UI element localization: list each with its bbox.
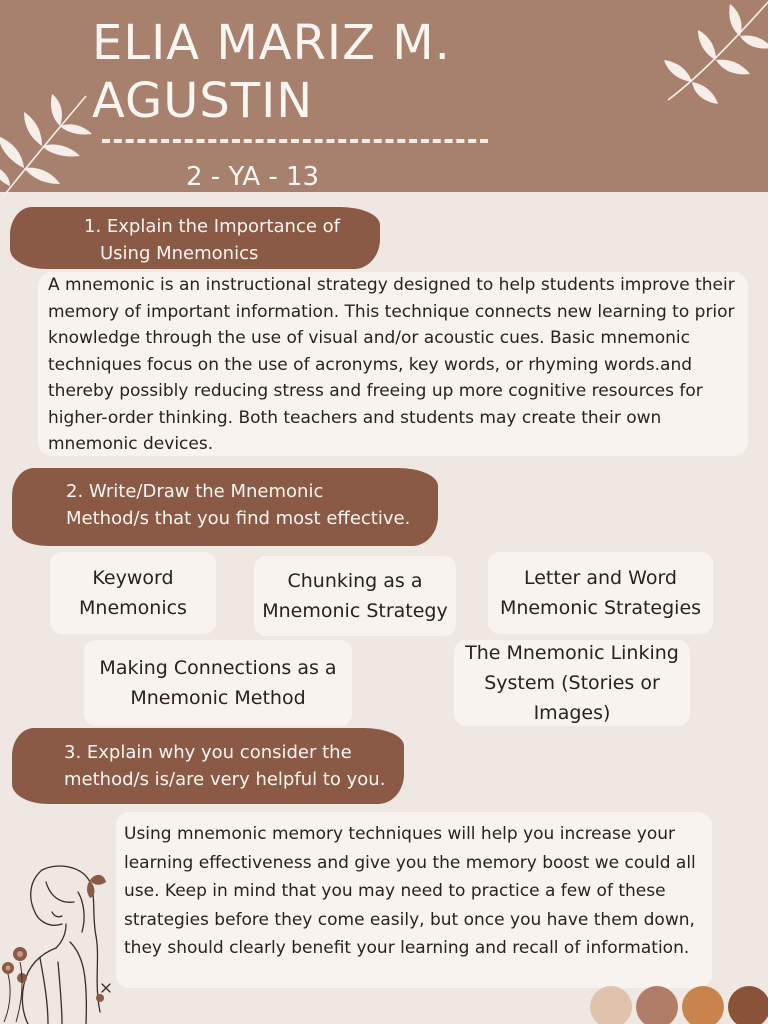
palette-swatch bbox=[728, 986, 768, 1024]
section-3-heading bbox=[64, 739, 385, 793]
leaf-sprig-icon bbox=[664, 0, 768, 106]
palette-swatch bbox=[682, 986, 724, 1024]
method-label: Letter and Word Mnemonic Strategies bbox=[499, 567, 702, 619]
method-card-keyword bbox=[50, 552, 216, 634]
student-name-line-2: AGUSTIN bbox=[92, 73, 314, 129]
section-1-answer-text: A mnemonic is an instructional strategy designed to help students improve their memory of important information. This technique connects new learning to prior knowledge through the use of visual and/or acoustic cues. Basic mnemonic techniques focus on the use of acronyms, key words, or rhyming words.and thereby possibly reducing stress and freeing up more cognitive resources for higher-order thinking. Both teachers and students may create their own mnemonic devices. bbox=[48, 275, 735, 454]
method-card-linking-system bbox=[454, 640, 690, 726]
girl-with-flowers-illustration bbox=[0, 862, 116, 1024]
dashed-divider bbox=[102, 139, 488, 143]
section-3-answer-box bbox=[116, 812, 712, 988]
section-code: 2 - YA - 13 bbox=[186, 162, 320, 192]
palette-swatch bbox=[590, 986, 632, 1024]
method-card-chunking bbox=[254, 556, 456, 636]
palette-swatch bbox=[636, 986, 678, 1024]
method-card-letter-word bbox=[488, 552, 713, 634]
student-name bbox=[92, 14, 572, 130]
method-label: Keyword Mnemonics bbox=[79, 567, 187, 619]
section-1-heading-line-1: 1. Explain the Importance of bbox=[84, 216, 340, 237]
section-1-answer-box bbox=[38, 272, 748, 456]
section-2-heading-line-1: 2. Write/Draw the Mnemonic bbox=[66, 481, 324, 502]
section-3-heading-line-1: 3. Explain why you consider the bbox=[64, 742, 352, 763]
method-label: Making Connections as a Mnemonic Method bbox=[99, 657, 337, 709]
method-card-connections bbox=[84, 640, 352, 726]
section-1-heading bbox=[84, 213, 340, 267]
section-2-heading bbox=[66, 478, 410, 532]
section-2-heading-line-2: Method/s that you find most effective. bbox=[66, 508, 411, 529]
method-label: The Mnemonic Linking System (Stories or Images) bbox=[465, 642, 679, 724]
section-3-heading-line-2: method/s is/are very helpful to you. bbox=[64, 769, 386, 790]
header-band bbox=[0, 0, 768, 192]
section-1-heading-line-2: Using Mnemonics bbox=[100, 243, 259, 264]
method-label: Chunking as a Mnemonic Strategy bbox=[262, 570, 448, 622]
student-name-line-1: ELIA MARIZ M. bbox=[92, 15, 451, 71]
section-3-answer-text: Using mnemonic memory techniques will help you increase your learning effectiveness and give you the memory boost we could all use. Keep in mind that you may need to practice a few of these strategies before they come easily, but once you have them down, they should clearly benefit your learning and recall of information. bbox=[124, 824, 696, 958]
leaf-sprig-icon bbox=[0, 90, 94, 200]
